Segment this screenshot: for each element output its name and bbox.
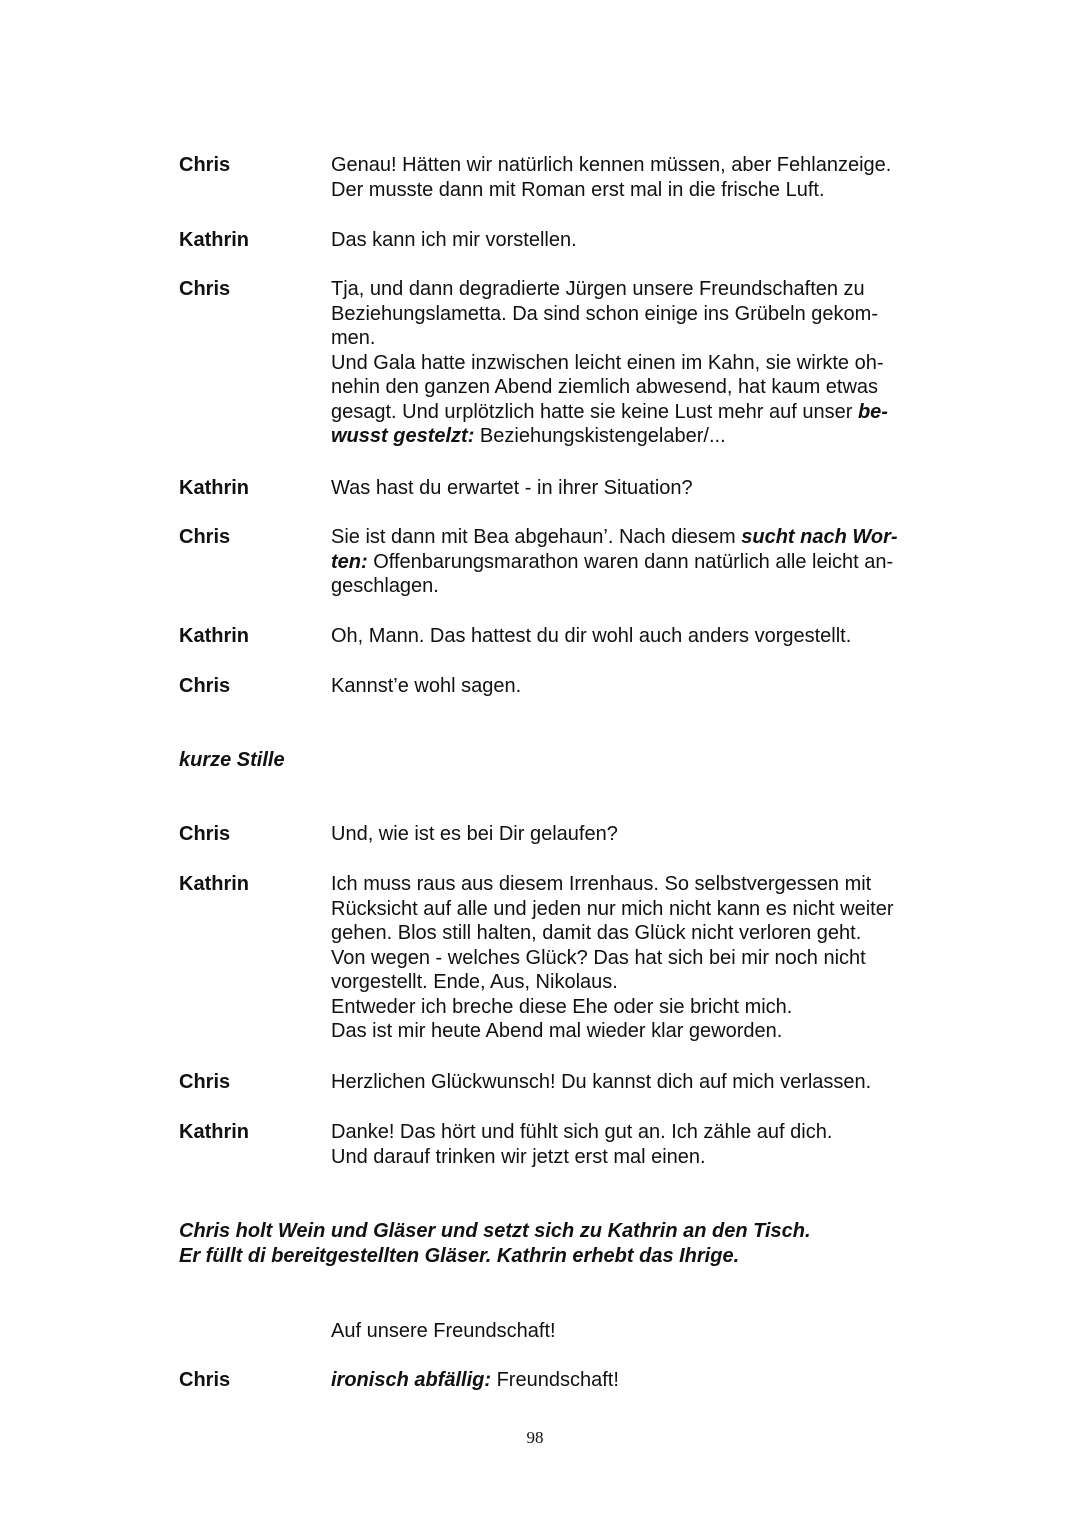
spoken-text: nehin den ganzen Abend ziemlich abwesend, hat kaum etwas (331, 376, 879, 398)
text-line (331, 1019, 951, 1044)
page-number: 98 (526, 1428, 544, 1447)
dialogue-text (331, 1319, 951, 1344)
dialogue-text (331, 674, 951, 699)
spoken-text: Und Gala hatte inzwischen leicht einen im Kahn, sie wirkte oh- (331, 351, 884, 374)
text-line (331, 1070, 951, 1095)
direction-line: Chris holt Wein und Gläser und setzt sich zu Kathrin an den Tisch. (179, 1220, 811, 1242)
spoken-text: Danke! Das hört und fühlt sich gut an. Ich zähle auf dich. (331, 1121, 833, 1143)
text-line (331, 326, 951, 351)
dialogue-text (331, 1120, 951, 1169)
spoken-text: Das kann ich mir vorstellen. (331, 229, 577, 251)
speaker-name: Chris (179, 823, 231, 845)
stage-note: ten: (331, 550, 368, 573)
dialogue-text (331, 1368, 951, 1393)
dialogue-text (331, 624, 951, 649)
spoken-text: Entweder ich breche diese Ehe oder sie bricht mich. (331, 995, 793, 1018)
speaker-name: Chris (179, 526, 231, 548)
text-line (331, 400, 951, 425)
stage-note: be- (857, 400, 888, 423)
text-line (331, 1319, 951, 1344)
dialogue-text (331, 228, 951, 253)
spoken-text: Tja, und dann degradierte Jürgen unsere Freundschaften zu (331, 278, 865, 300)
spoken-text: gesagt. Und urplötzlich hatte sie keine Lust mehr auf unser (331, 400, 858, 423)
text-line (331, 674, 951, 699)
spoken-text: gehen. Blos still halten, damit das Glück nicht verloren geht. (331, 922, 862, 944)
spoken-text: Beziehungskistengelaber/... (474, 425, 726, 447)
text-line (331, 970, 951, 995)
spoken-text: Und darauf trinken wir jetzt erst mal einen. (331, 1145, 706, 1168)
text-line (331, 995, 951, 1020)
text-line (331, 153, 951, 178)
text-line (331, 574, 951, 599)
dialogue-text (331, 277, 951, 449)
text-line (331, 1120, 951, 1145)
dialogue-text (331, 822, 951, 847)
spoken-text: vorgestellt. Ende, Aus, Nikolaus. (331, 971, 618, 993)
stage-direction-wein (179, 1219, 1029, 1268)
spoken-text: Kannst’e wohl sagen. (331, 675, 522, 697)
speaker-name: Chris (179, 1071, 231, 1093)
text-line (331, 897, 951, 922)
text-line (331, 921, 951, 946)
spoken-text: Offenbarungsmarathon waren dann natürlich alle leicht an- (367, 550, 894, 573)
spoken-text: Genau! Hätten wir natürlich kennen müssen, aber Fehlanzeige. (331, 154, 892, 176)
spoken-text: Freundschaft! (491, 1369, 619, 1391)
spoken-text: men. (331, 327, 376, 349)
spoken-text: Rücksicht auf alle und jeden nur mich nicht kann es nicht weiter (331, 897, 894, 920)
stage-note: sucht nach Wor- (741, 526, 898, 548)
text-line (331, 822, 951, 847)
direction-line: kurze Stille (179, 749, 285, 771)
text-line (331, 1368, 951, 1393)
text-line (331, 277, 951, 302)
direction-line: Er füllt di bereitgestellten Gläser. Kathrin erhebt das Ihrige. (179, 1244, 740, 1267)
text-line (331, 550, 951, 575)
text-line (331, 228, 951, 253)
dialogue-text (331, 525, 951, 599)
spoken-text: Ich muss raus aus diesem Irrenhaus. So selbstvergessen mit (331, 873, 872, 895)
spoken-text: Was hast du erwartet - in ihrer Situation? (331, 477, 693, 499)
text-line (331, 476, 951, 501)
spoken-text: Das ist mir heute Abend mal wieder klar geworden. (331, 1020, 783, 1042)
dialogue-text (331, 1070, 951, 1095)
text-line (331, 525, 951, 550)
text-line (331, 872, 951, 897)
stage-direction-kurze-stille (179, 748, 1029, 773)
spoken-text: Und, wie ist es bei Dir gelaufen? (331, 823, 618, 845)
speaker-name: Chris (179, 1369, 231, 1391)
spoken-text: Beziehungslametta. Da sind schon einige ins Grübeln gekom- (331, 302, 878, 325)
text-line (331, 375, 951, 400)
spoken-text: Auf unsere Freundschaft! (331, 1320, 556, 1342)
speaker-name: Kathrin (179, 229, 249, 251)
speaker-name: Kathrin (179, 873, 249, 895)
spoken-text: Der musste dann mit Roman erst mal in die frische Luft. (331, 178, 825, 201)
stage-note: wusst gestelzt: (331, 425, 475, 447)
speaker-name: Chris (179, 154, 231, 176)
text-line (331, 424, 951, 449)
speaker-name: Chris (179, 675, 231, 697)
dialogue-text (331, 872, 951, 1044)
spoken-text: geschlagen. (331, 575, 439, 597)
stage-note: ironisch abfällig: (331, 1369, 492, 1391)
dialogue-text (331, 476, 951, 501)
spoken-text: Von wegen - welches Glück? Das hat sich bei mir noch nicht (331, 946, 866, 969)
text-line (331, 624, 951, 649)
text-line (331, 946, 951, 971)
text-line (331, 1145, 951, 1170)
text-line (331, 178, 951, 203)
spoken-text: Herzlichen Glückwunsch! Du kannst dich auf mich verlassen. (331, 1071, 872, 1093)
speaker-name: Kathrin (179, 1121, 249, 1143)
spoken-text: Oh, Mann. Das hattest du dir wohl auch anders vorgestellt. (331, 625, 852, 647)
speaker-name: Kathrin (179, 477, 249, 499)
text-line (331, 302, 951, 327)
text-line (331, 351, 951, 376)
dialogue-text (331, 153, 951, 202)
speaker-name: Chris (179, 278, 231, 300)
speaker-name: Kathrin (179, 625, 249, 647)
spoken-text: Sie ist dann mit Bea abgehaun’. Nach diesem (331, 526, 742, 548)
